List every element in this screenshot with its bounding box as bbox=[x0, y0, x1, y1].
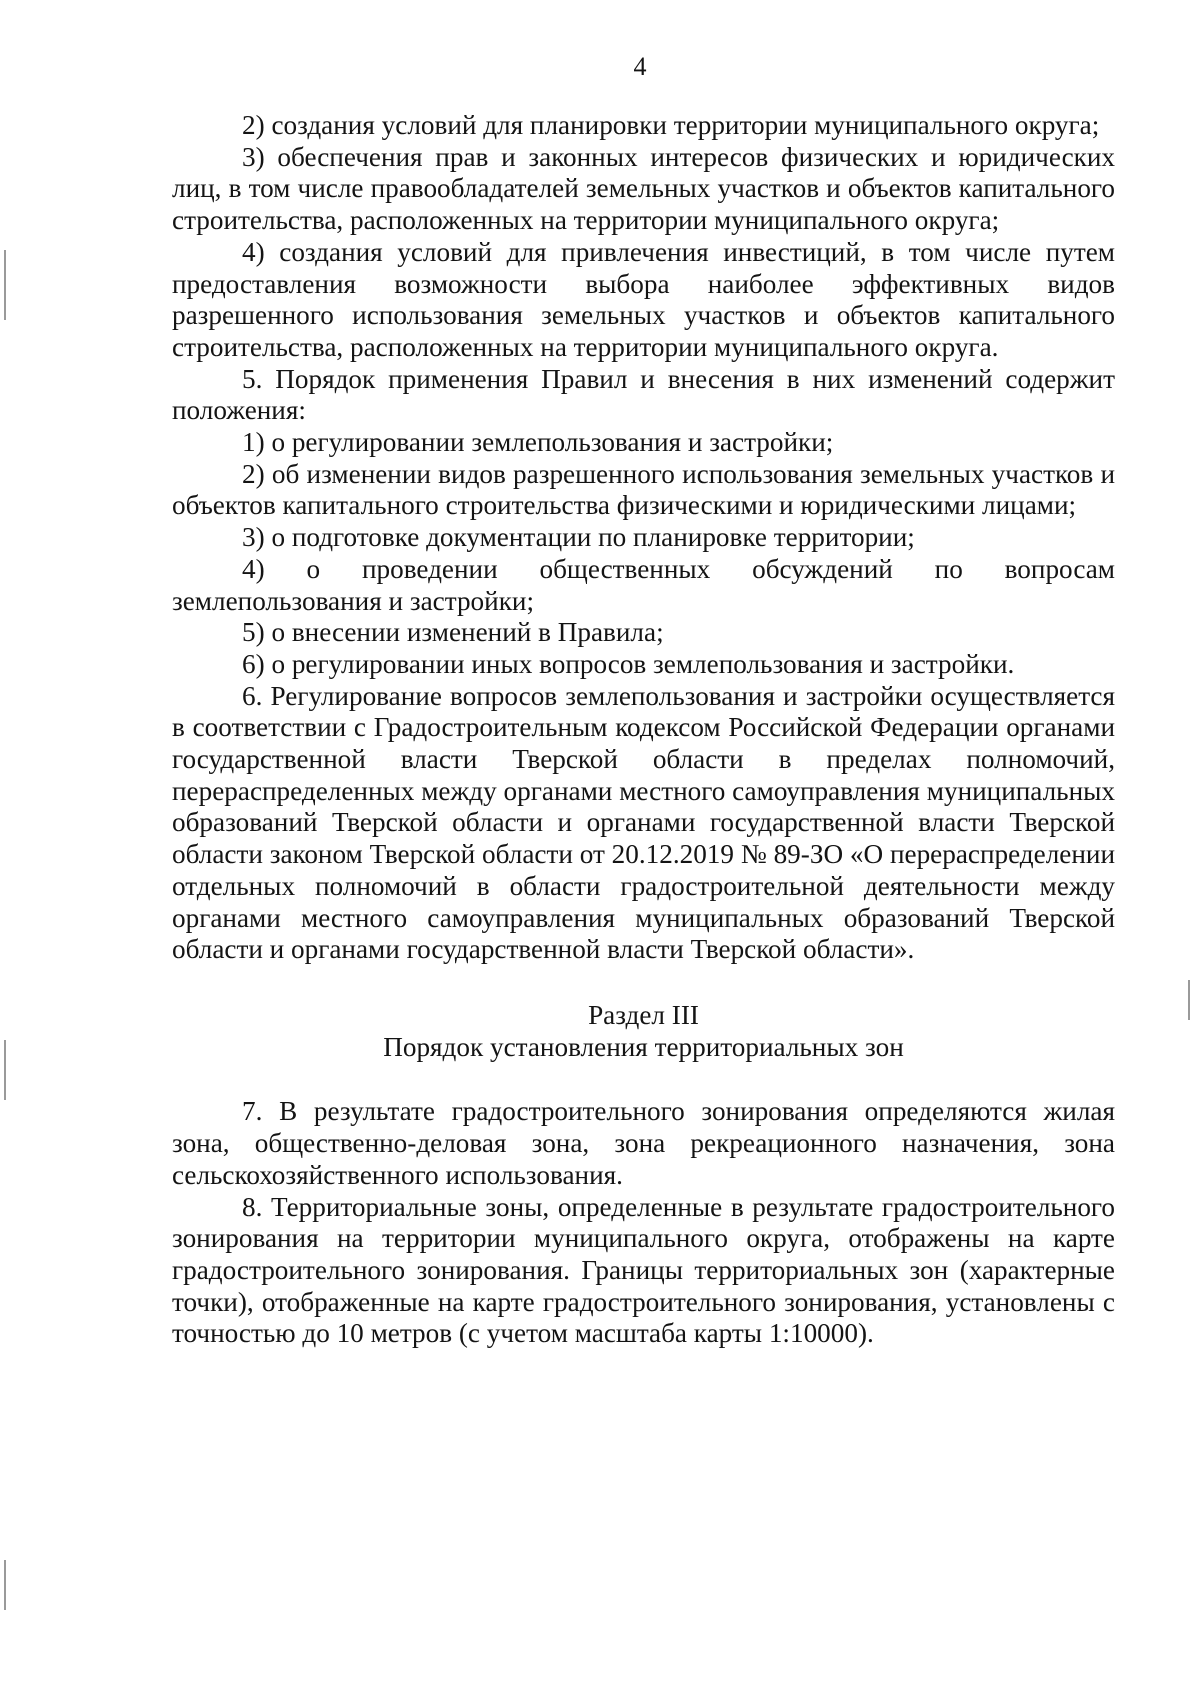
scan-mark bbox=[4, 250, 6, 320]
paragraph: 5) о внесении изменений в Правила; bbox=[242, 617, 664, 648]
page-number: 4 bbox=[633, 52, 647, 81]
paragraph: 5. Порядок применения Правил и внесения в них изменений содержит положения: bbox=[172, 363, 1115, 426]
paragraph: 2) создания условий для планировки территории муниципального округа; bbox=[242, 110, 1100, 140]
scan-mark bbox=[4, 1040, 6, 1100]
paragraph: 3) о подготовке документации по планировке территории; bbox=[242, 522, 915, 553]
scan-mark bbox=[1188, 980, 1190, 1020]
document-body bbox=[172, 110, 1115, 1350]
paragraph: 1) о регулировании землепользования и застройки; bbox=[242, 427, 834, 458]
scan-mark bbox=[4, 1560, 6, 1610]
paragraph: 6) о регулировании иных вопросов землепользования и застройки. bbox=[242, 648, 1015, 679]
paragraph: 7. В результате градостроительного зонирования определяются жилая зона, общественно-деловая зона, зона рекреационного назначения, зона сельскохозяйственного использования. bbox=[172, 1096, 1115, 1190]
paragraph: 6. Регулирование вопросов землепользования и застройки осуществляется в соответствии с Градостроительным кодексом Российской Федерации органами государственной власти Тверской области в пределах полномочий, перераспределенных между органами местного самоуправления муниципальных образований Тверской области и органами государственной власти Тверской области законом Тверской области от 20.12.2019 № 89-ЗО «О перераспределении отдельных полномочий в области градостроительной деятельности между органами местного самоуправления муниципальных образований Тверской области и органами государственной власти Тверской области». bbox=[172, 680, 1115, 965]
paragraph: 8. Территориальные зоны, определенные в результате градостроительного зонирования на территории муниципального округа, отображены на карте градостроительного зонирования. Границы территориальных зон (характерные точки), отображенные на карте градостроительного зонирования, установлены с точностью до 10 метров (с учетом масштаба карты 1:10000). bbox=[172, 1191, 1115, 1349]
paragraph: 4) создания условий для привлечения инвестиций, в том числе путем предоставления возможности выбора наиболее эффективных видов разрешенного использования земельных участков и объектов капитального строительства, расположенных на территории муниципального округа. bbox=[172, 236, 1115, 362]
paragraph: 4) о проведении общественных обсуждений по вопросам землепользования и застройки; bbox=[172, 553, 1115, 616]
section-title: Раздел III bbox=[588, 999, 699, 1030]
paragraph: 3) обеспечения прав и законных интересов физических и юридических лиц, в том числе правообладателей земельных участков и объектов капитального строительства, расположенных на территории муниципального округа; bbox=[172, 141, 1115, 236]
section-subtitle: Порядок установления территориальных зон bbox=[383, 1031, 904, 1062]
paragraph: 2) об изменении видов разрешенного использования земельных участков и объектов капитального строительства физическими и юридическими лицами; bbox=[172, 458, 1115, 521]
